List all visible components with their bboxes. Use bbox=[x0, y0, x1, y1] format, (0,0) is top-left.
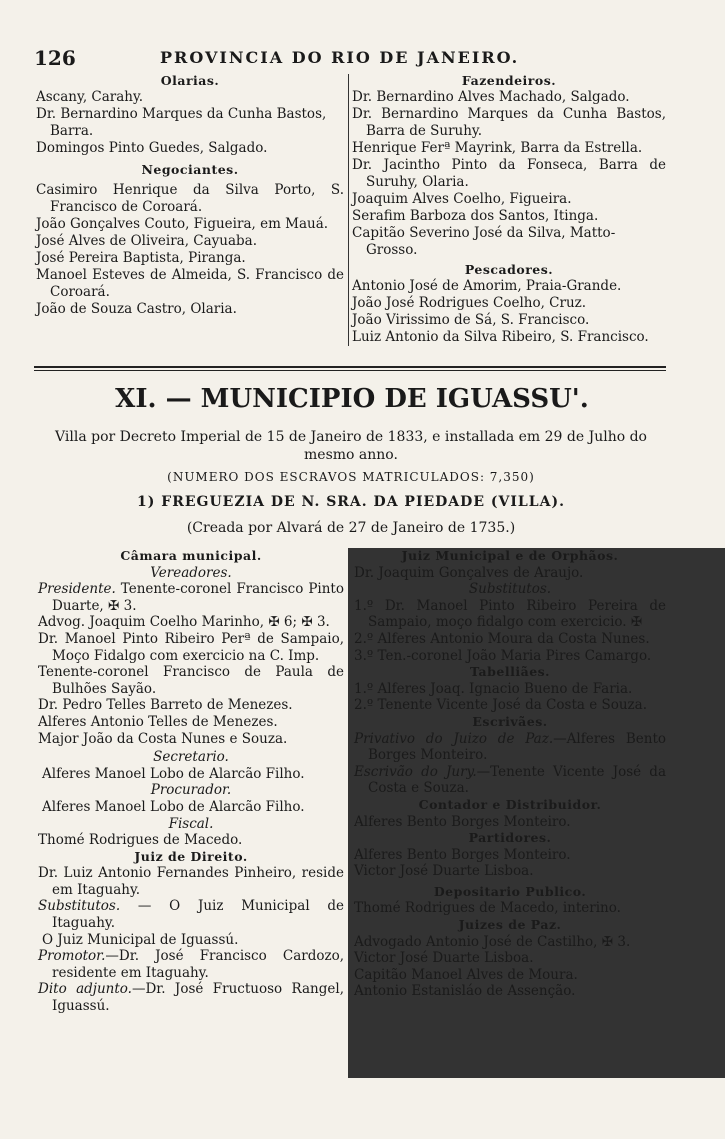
vereador-entry: Dr. Manoel Pinto Ribeiro Perª de Sampaio, Moço Fidalgo com exercicio na C. Imp. bbox=[38, 630, 344, 664]
double-rule bbox=[34, 366, 666, 368]
substituto-entry: 3.º Ten.-coronel João Maria Pires Camargo. bbox=[354, 647, 652, 664]
negociantes-entry: José Pereira Baptista, Piranga. bbox=[36, 250, 246, 266]
jury-entry bbox=[354, 764, 666, 797]
fazendeiros-entry: Henrique Ferª Mayrink, Barra da Estrella. bbox=[352, 140, 643, 156]
privativo-entry bbox=[354, 731, 666, 764]
juizes-paz-heading: Juizes de Paz. bbox=[458, 917, 562, 933]
top-left-column bbox=[36, 72, 344, 318]
jury-label: Escrivão do Jury. bbox=[354, 763, 477, 780]
juiz-municipal-heading: Juiz Municipal e de Orphãos. bbox=[401, 548, 619, 563]
secretario-entry: Alferes Manoel Lobo de Alarcão Filho. bbox=[42, 765, 305, 782]
presidente-text: Tenente-coronel Francisco Pinto Duarte, ✠ 3. bbox=[52, 581, 344, 614]
partidor-entry: Alferes Bento Borges Monteiro. bbox=[354, 846, 571, 863]
vereador-entry: Advog. Joaquim Coelho Marinho, ✠ 6; ✠ 3. bbox=[38, 614, 330, 631]
substitutos-label: Substitutos. bbox=[38, 898, 121, 915]
double-rule bbox=[34, 370, 666, 371]
substitutos-heading: Substitutos. bbox=[468, 581, 552, 598]
negociantes-entry: José Alves de Oliveira, Cayuaba. bbox=[36, 233, 258, 249]
pescadores-entry: Luiz Antonio da Silva Ribeiro, S. Francisco. bbox=[352, 329, 649, 345]
promotor-text: —Dr. José Francisco Cardozo, residente em Itaguahy. bbox=[52, 948, 344, 981]
contador-heading: Contador e Distribuidor. bbox=[418, 796, 602, 812]
promotor-label: Promotor. bbox=[38, 948, 106, 965]
fazendeiros-entry: Dr. Bernardino Marques da Cunha Bastos, Barra de Suruhy. bbox=[352, 106, 666, 139]
fazendeiros-heading: Fazendeiros. bbox=[461, 73, 557, 88]
presidente-label: Presidente. bbox=[38, 581, 116, 598]
depositario-heading: Depositario Publico. bbox=[433, 883, 587, 899]
privativo-text: —Alferes Bento Borges Monteiro. bbox=[368, 730, 666, 764]
olarias-entry: Ascany, Carahy. bbox=[36, 89, 144, 105]
substituto-entry: 1.º Dr. Manoel Pinto Ribeiro Pereira de Sampaio, moço fidalgo com exercicio. ✠ bbox=[354, 597, 666, 631]
escrivaes-heading: Escrivães. bbox=[472, 713, 548, 729]
bottom-right-column bbox=[354, 548, 666, 1000]
contador-entry: Alferes Bento Borges Monteiro. bbox=[354, 813, 571, 830]
page-number: 126 bbox=[34, 46, 76, 70]
section-title: XI. — MUNICIPIO DE IGUASSU'. bbox=[115, 384, 589, 414]
fazendeiros-entry: Dr. Bernardino Alves Machado, Salgado. bbox=[352, 89, 630, 105]
vereador-entry: Major João da Costa Nunes e Souza. bbox=[38, 730, 288, 747]
freguezia-heading: 1) FREGUEZIA DE N. SRA. DA PIEDADE (VILLA). bbox=[137, 494, 565, 510]
pescadores-entry: João José Rodrigues Coelho, Cruz. bbox=[352, 295, 587, 311]
tabelliao-entry: 1.º Alferes Joaq. Ignacio Bueno de Faria. bbox=[354, 680, 633, 697]
running-title: PROVINCIA DO RIO DE JANEIRO. bbox=[160, 48, 520, 67]
vereador-entry: Tenente-coronel Francisco de Paula de Bulhões Sayão. bbox=[38, 664, 344, 697]
fiscal-entry: Thomé Rodrigues de Macedo. bbox=[38, 832, 243, 849]
presidente-entry bbox=[38, 581, 344, 614]
juiz-paz-entry: Antonio Estanisláo de Assenção. bbox=[354, 983, 576, 1000]
juiz-paz-entry: Capitão Manoel Alves de Moura. bbox=[354, 966, 578, 983]
tabelliao-entry: 2.º Tenente Vicente José da Costa e Souza. bbox=[354, 697, 648, 714]
olarias-entry: Domingos Pinto Guedes, Salgado. bbox=[36, 140, 268, 156]
adjunto-label: Dito adjunto. bbox=[38, 981, 132, 998]
privativo-label: Privativo do Juizo de Paz. bbox=[354, 730, 554, 747]
substitutos-text: — O Juiz Municipal de Itaguahy. bbox=[52, 898, 344, 932]
pescadores-entry: João Virissimo de Sá, S. Francisco. bbox=[352, 312, 590, 328]
creada-note: (Creada por Alvará de 27 de Janeiro de 1735.) bbox=[186, 520, 516, 536]
negociantes-entry: Manoel Esteves de Almeida, S. Francisco de Coroará. bbox=[36, 267, 344, 300]
slave-count: (NUMERO DOS ESCRAVOS MATRICULADOS: 7,350) bbox=[167, 470, 535, 484]
vereadores-heading: Vereadores. bbox=[150, 564, 232, 581]
bottom-block bbox=[38, 548, 666, 1088]
juiz-paz-entry: Victor José Duarte Lisboa. bbox=[354, 950, 534, 967]
fazendeiros-entry: Dr. Jacintho Pinto da Fonseca, Barra de Suruhy, Olaria. bbox=[352, 157, 666, 190]
camara-heading: Câmara municipal. bbox=[120, 548, 262, 563]
pescadores-heading: Pescadores. bbox=[464, 262, 554, 277]
olarias-heading: Olarias. bbox=[160, 73, 220, 88]
pescadores-entry: Antonio José de Amorim, Praia-Grande. bbox=[352, 278, 622, 294]
substituto-entry: O Juiz Municipal de Iguassú. bbox=[42, 931, 239, 948]
juiz-direito-entry: Dr. Luiz Antonio Fernandes Pinheiro, reside em Itaguahy. bbox=[38, 865, 344, 898]
vereador-entry: Dr. Pedro Telles Barreto de Menezes. bbox=[38, 697, 293, 714]
secretario-heading: Secretario. bbox=[153, 749, 229, 766]
column-divider bbox=[348, 74, 349, 346]
juiz-municipal-entry: Dr. Joaquim Gonçalves de Araujo. bbox=[354, 564, 584, 581]
section-subtitle: Villa por Decreto Imperial de 15 de Janeiro de 1833, e installada em 29 de Julho do mesmo anno. bbox=[55, 429, 647, 463]
fazendeiros-entry: Joaquim Alves Coelho, Figueira. bbox=[352, 191, 572, 207]
substitutos-entry bbox=[38, 898, 344, 931]
fiscal-heading: Fiscal. bbox=[168, 815, 214, 832]
procurador-entry: Alferes Manoel Lobo de Alarcão Filho. bbox=[42, 798, 305, 815]
juiz-paz-entry: Advogado Antonio José de Castilho, ✠ 3. bbox=[354, 933, 631, 950]
top-block bbox=[36, 72, 666, 350]
jury-text: —Tenente Vicente José da Costa e Souza. bbox=[368, 763, 666, 797]
depositario-entry: Thomé Rodrigues de Macedo, interino. bbox=[354, 900, 621, 917]
juiz-direito-heading: Juiz de Direito. bbox=[134, 848, 248, 864]
olarias-entry: Dr. Bernardino Marques da Cunha Bastos, Barra. bbox=[36, 106, 327, 139]
vereador-entry: Alferes Antonio Telles de Menezes. bbox=[38, 713, 278, 730]
substituto-entry: 2.º Alferes Antonio Moura da Costa Nunes. bbox=[354, 630, 650, 647]
fazendeiros-entry: Serafim Barboza dos Santos, Itinga. bbox=[352, 208, 599, 224]
adjunto-text: —Dr. José Fructuoso Rangel, Iguassú. bbox=[52, 981, 344, 1015]
promotor-entry bbox=[38, 948, 344, 981]
tabelliaes-heading: Tabelliães. bbox=[469, 664, 551, 680]
negociantes-entry: João Gonçalves Couto, Figueira, em Mauá. bbox=[36, 216, 329, 232]
negociantes-heading: Negociantes. bbox=[141, 162, 239, 177]
procurador-heading: Procurador. bbox=[150, 782, 232, 799]
bottom-left-column bbox=[38, 548, 344, 1015]
negociantes-entry: João de Souza Castro, Olaria. bbox=[36, 301, 237, 317]
negociantes-entry: Casimiro Henrique da Silva Porto, S. Francisco de Coroará. bbox=[36, 182, 344, 215]
partidores-heading: Partidores. bbox=[468, 830, 552, 846]
adjunto-entry bbox=[38, 981, 344, 1014]
partidor-entry: Victor José Duarte Lisboa. bbox=[354, 863, 534, 880]
top-right-column bbox=[352, 72, 666, 346]
fazendeiros-entry: Capitão Severino José da Silva, Matto-Grosso. bbox=[352, 225, 616, 258]
